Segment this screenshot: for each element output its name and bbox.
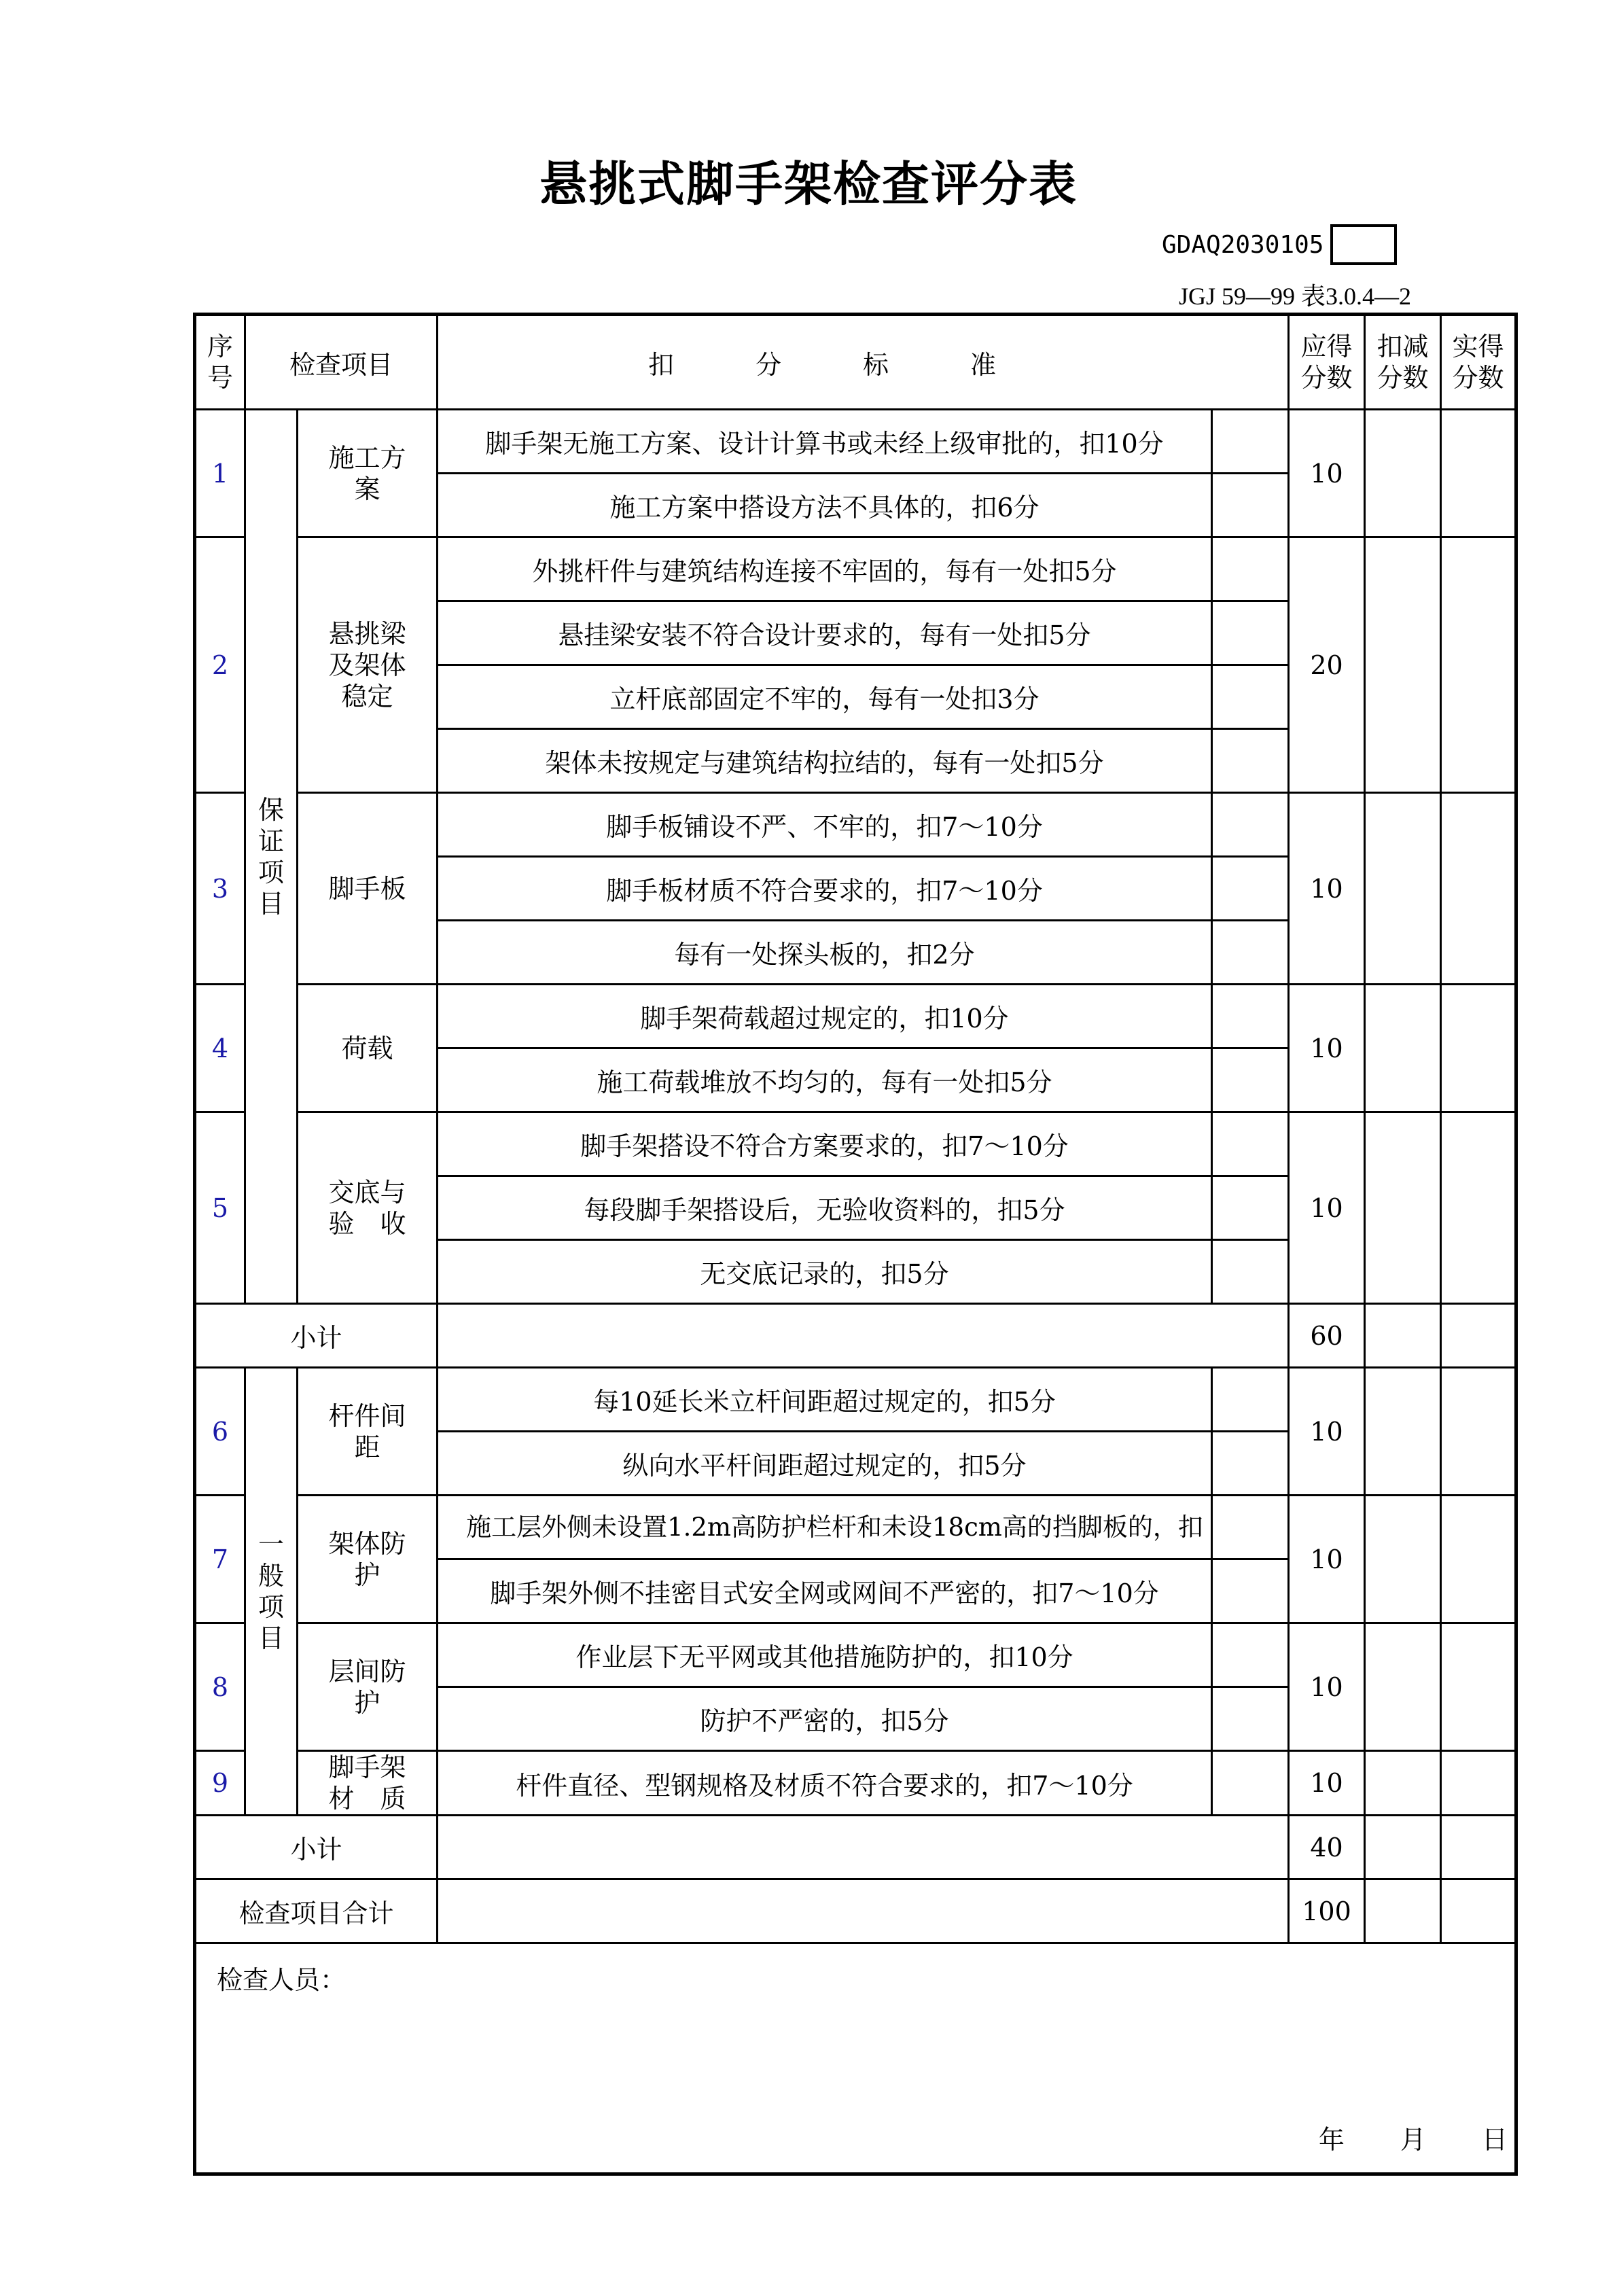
item-name: 杆件间距: [298, 1368, 438, 1496]
criteria-text: 脚手板材质不符合要求的，扣7～10分: [438, 857, 1212, 921]
subtotal-label: 小计: [195, 1304, 438, 1368]
subtotal-row: [195, 1304, 1516, 1368]
criteria-text: 施工层外侧未设置1.2m高防护栏杆和未设18cm高的挡脚板的，扣: [438, 1496, 1212, 1559]
actual-score-cell[interactable]: [1441, 985, 1516, 1112]
inspector-section[interactable]: [195, 1943, 1516, 2174]
document-code: GDAQ2030105: [1162, 231, 1324, 259]
criteria-text: 杆件直径、型钢规格及材质不符合要求的，扣7～10分: [438, 1751, 1212, 1816]
deduction-entry-cell[interactable]: [1212, 921, 1289, 985]
full-score: 10: [1289, 1751, 1365, 1816]
item-number: 9: [195, 1751, 245, 1816]
criteria-row: [195, 537, 1516, 601]
total-blank: [438, 1879, 1289, 1943]
subtotal-deducted-cell[interactable]: [1365, 1304, 1441, 1368]
criteria-text: 纵向水平杆间距超过规定的，扣5分: [438, 1432, 1212, 1496]
header-item: 检查项目: [245, 315, 438, 410]
deduction-entry-cell[interactable]: [1212, 857, 1289, 921]
subtotal-actual-cell[interactable]: [1441, 1816, 1516, 1879]
inspector-row: [195, 1943, 1516, 2174]
actual-score-cell[interactable]: [1441, 1112, 1516, 1304]
total-score: 100: [1289, 1879, 1365, 1943]
full-score: 20: [1289, 537, 1365, 793]
deduction-entry-cell[interactable]: [1212, 985, 1289, 1048]
deducted-score-cell[interactable]: [1365, 985, 1441, 1112]
deduction-entry-cell[interactable]: [1212, 1368, 1289, 1432]
subtotal-score: 40: [1289, 1816, 1365, 1879]
code-suffix-box[interactable]: [1330, 224, 1397, 265]
deducted-score-cell[interactable]: [1365, 1496, 1441, 1623]
total-deducted-cell[interactable]: [1365, 1879, 1441, 1943]
actual-score-cell[interactable]: [1441, 1623, 1516, 1751]
full-score: 10: [1289, 1112, 1365, 1304]
criteria-text: 脚手板铺设不严、不牢的，扣7～10分: [438, 793, 1212, 857]
deducted-score-cell[interactable]: [1365, 1751, 1441, 1816]
criteria-text: 架体未按规定与建筑结构拉结的，每有一处扣5分: [438, 729, 1212, 793]
deducted-score-cell[interactable]: [1365, 1112, 1441, 1304]
deduction-entry-cell[interactable]: [1212, 1176, 1289, 1240]
header-actual: 实得分数: [1441, 315, 1516, 410]
item-number: 5: [195, 1112, 245, 1304]
item-number: 6: [195, 1368, 245, 1496]
full-score: 10: [1289, 793, 1365, 985]
criteria-text: 悬挂梁安装不符合设计要求的，每有一处扣5分: [438, 601, 1212, 665]
deduction-entry-cell[interactable]: [1212, 1687, 1289, 1751]
criteria-text: 每段脚手架搭设后，无验收资料的，扣5分: [438, 1176, 1212, 1240]
deduction-entry-cell[interactable]: [1212, 474, 1289, 537]
full-score: 10: [1289, 1623, 1365, 1751]
header-criteria: 扣分标准: [438, 315, 1289, 410]
actual-score-cell[interactable]: [1441, 793, 1516, 985]
header-row: [195, 315, 1516, 410]
deduction-entry-cell[interactable]: [1212, 410, 1289, 474]
item-name: 悬挑梁及架体稳定: [298, 537, 438, 793]
criteria-text: 外挑杆件与建筑结构连接不牢固的，每有一处扣5分: [438, 537, 1212, 601]
criteria-row: [195, 1496, 1516, 1559]
criteria-row: [195, 1368, 1516, 1432]
criteria-row: [195, 1112, 1516, 1176]
deducted-score-cell[interactable]: [1365, 1623, 1441, 1751]
item-name: 层间防护: [298, 1623, 438, 1751]
actual-score-cell[interactable]: [1441, 1496, 1516, 1623]
subtotal-row: [195, 1816, 1516, 1879]
criteria-text: 每有一处探头板的，扣2分: [438, 921, 1212, 985]
scoring-table: [193, 313, 1518, 2176]
deduction-entry-cell[interactable]: [1212, 729, 1289, 793]
header-deducted: 扣减分数: [1365, 315, 1441, 410]
deduction-entry-cell[interactable]: [1212, 793, 1289, 857]
deduction-entry-cell[interactable]: [1212, 601, 1289, 665]
deduction-entry-cell[interactable]: [1212, 1559, 1289, 1623]
group-label-guarantee: 保证项目: [245, 410, 298, 1304]
actual-score-cell[interactable]: [1441, 1368, 1516, 1496]
deduction-entry-cell[interactable]: [1212, 1623, 1289, 1687]
deduction-entry-cell[interactable]: [1212, 1240, 1289, 1304]
item-number: 1: [195, 410, 245, 537]
actual-score-cell[interactable]: [1441, 410, 1516, 537]
criteria-row: [195, 985, 1516, 1048]
item-name: 交底与验 收: [298, 1112, 438, 1304]
header-full-score: 应得分数: [1289, 315, 1365, 410]
item-name: 施工方案: [298, 410, 438, 537]
criteria-text: 脚手架无施工方案、设计计算书或未经上级审批的，扣10分: [438, 410, 1212, 474]
deduction-entry-cell[interactable]: [1212, 537, 1289, 601]
deduction-entry-cell[interactable]: [1212, 1751, 1289, 1816]
criteria-text: 施工荷载堆放不均匀的，每有一处扣5分: [438, 1048, 1212, 1112]
actual-score-cell[interactable]: [1441, 1751, 1516, 1816]
criteria-text: 脚手架搭设不符合方案要求的，扣7～10分: [438, 1112, 1212, 1176]
subtotal-label: 小计: [195, 1816, 438, 1879]
criteria-text: 作业层下无平网或其他措施防护的，扣10分: [438, 1623, 1212, 1687]
total-row: [195, 1879, 1516, 1943]
criteria-text: 无交底记录的，扣5分: [438, 1240, 1212, 1304]
item-number: 2: [195, 537, 245, 793]
deduction-entry-cell[interactable]: [1212, 1432, 1289, 1496]
item-name: 脚手架材 质: [298, 1751, 438, 1816]
item-number: 4: [195, 985, 245, 1112]
item-name: 荷载: [298, 985, 438, 1112]
subtotal-score: 60: [1289, 1304, 1365, 1368]
criteria-row: [195, 410, 1516, 474]
date-label: 年 月 日: [1318, 2125, 1508, 2155]
group-label-general: 一般项目: [245, 1368, 298, 1816]
page-title: 悬挑式脚手架检查评分表: [539, 156, 1078, 212]
full-score: 10: [1289, 410, 1365, 537]
total-actual-cell[interactable]: [1441, 1879, 1516, 1943]
criteria-text: 脚手架外侧不挂密目式安全网或网间不严密的，扣7～10分: [438, 1559, 1212, 1623]
item-number: 8: [195, 1623, 245, 1751]
deducted-score-cell[interactable]: [1365, 537, 1441, 793]
total-label: 检查项目合计: [195, 1879, 438, 1943]
subtotal-actual-cell[interactable]: [1441, 1304, 1516, 1368]
item-number: 7: [195, 1496, 245, 1623]
subtotal-blank: [438, 1816, 1289, 1879]
inspector-label: 检查人员：: [217, 1965, 346, 1995]
deduction-entry-cell[interactable]: [1212, 1112, 1289, 1176]
deduction-entry-cell[interactable]: [1212, 1496, 1289, 1559]
criteria-row: [195, 1623, 1516, 1687]
criteria-row: [195, 1751, 1516, 1816]
deducted-score-cell[interactable]: [1365, 793, 1441, 985]
deduction-entry-cell[interactable]: [1212, 665, 1289, 729]
criteria-text: 每10延长米立杆间距超过规定的，扣5分: [438, 1368, 1212, 1432]
item-name: 脚手板: [298, 793, 438, 985]
full-score: 10: [1289, 985, 1365, 1112]
standard-reference: JGJ 59—99 表3.0.4—2: [1179, 283, 1412, 310]
criteria-text: 立杆底部固定不牢的，每有一处扣3分: [438, 665, 1212, 729]
item-name: 架体防护: [298, 1496, 438, 1623]
subtotal-blank: [438, 1304, 1289, 1368]
item-number: 3: [195, 793, 245, 985]
deducted-score-cell[interactable]: [1365, 410, 1441, 537]
actual-score-cell[interactable]: [1441, 537, 1516, 793]
subtotal-deducted-cell[interactable]: [1365, 1816, 1441, 1879]
deduction-entry-cell[interactable]: [1212, 1048, 1289, 1112]
full-score: 10: [1289, 1496, 1365, 1623]
criteria-row: [195, 793, 1516, 857]
criteria-text: 施工方案中搭设方法不具体的，扣6分: [438, 474, 1212, 537]
criteria-text: 防护不严密的，扣5分: [438, 1687, 1212, 1751]
deducted-score-cell[interactable]: [1365, 1368, 1441, 1496]
full-score: 10: [1289, 1368, 1365, 1496]
header-seq: 序号: [195, 315, 245, 410]
criteria-text: 脚手架荷载超过规定的，扣10分: [438, 985, 1212, 1048]
